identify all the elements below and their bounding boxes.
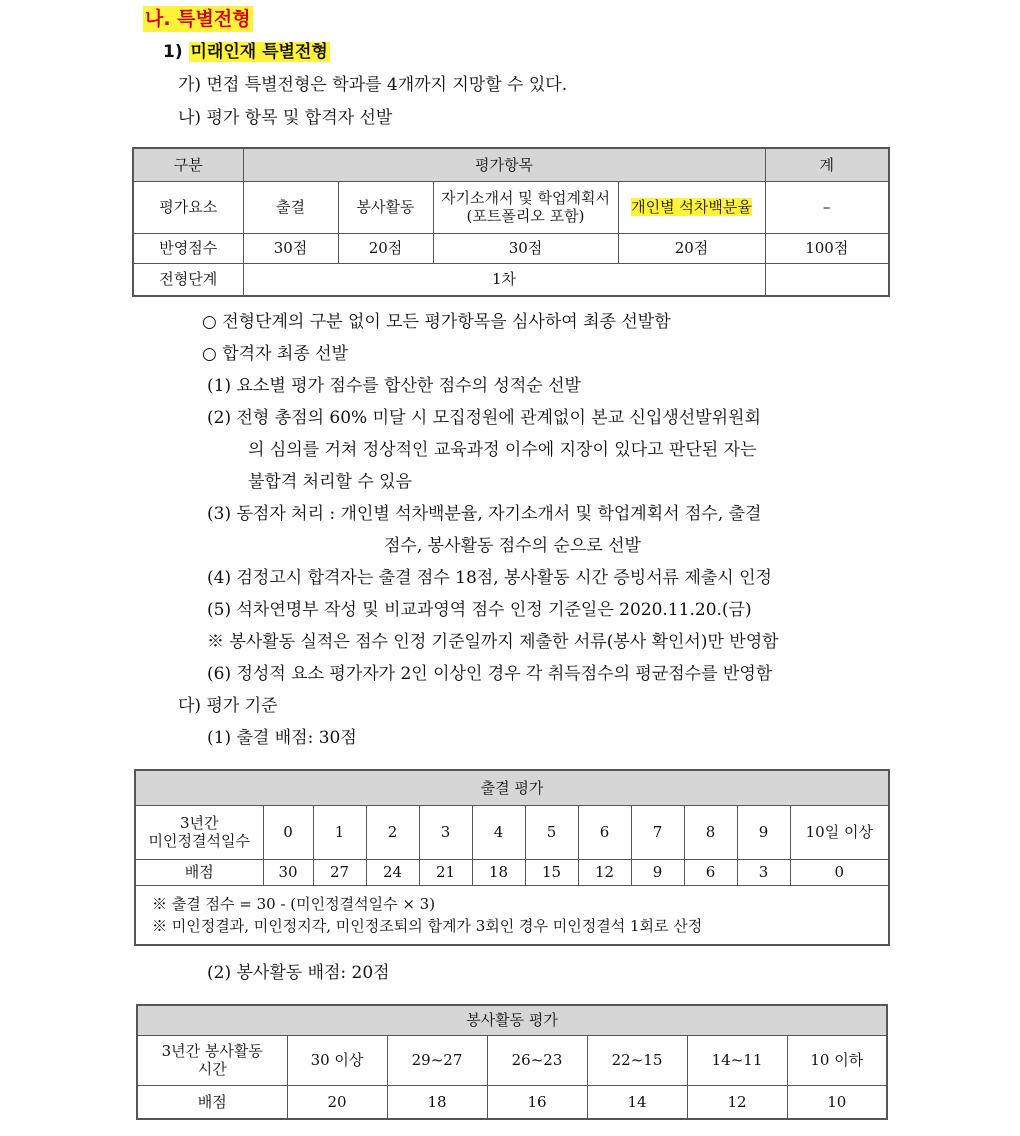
score-rank: 20점 bbox=[618, 233, 765, 263]
rule-6: (6) 정성적 요소 평가자가 2인 이상인 경우 각 취득점수의 평균점수를 반영함 bbox=[207, 664, 773, 684]
attendance-score: 0 bbox=[790, 859, 889, 885]
attendance-note-2: ※ 미인정결과, 미인정지각, 미인정조퇴의 합계가 3회인 경우 미인정결석 1회로 산정 bbox=[152, 916, 703, 935]
attendance-score: 27 bbox=[313, 859, 366, 885]
attendance-score: 6 bbox=[684, 859, 737, 885]
volunteer-row-label-line1: 3년간 봉사활동 bbox=[161, 1042, 263, 1060]
row-label-elements: 평가요소 bbox=[133, 181, 243, 233]
element-total: – bbox=[765, 181, 889, 233]
attendance-heading: (1) 출결 배점: 30점 bbox=[207, 728, 357, 748]
absence-days: 6 bbox=[578, 805, 631, 859]
element-attendance: 출결 bbox=[243, 181, 338, 233]
header-items: 평가항목 bbox=[243, 148, 765, 181]
attendance-days-row bbox=[135, 805, 889, 859]
item-ga: 가) 면접 특별전형은 학과를 4개까지 지망할 수 있다. bbox=[178, 75, 568, 95]
volunteer-row-label bbox=[137, 1035, 287, 1085]
volunteer-score: 14 bbox=[587, 1085, 687, 1119]
volunteer-hours: 29~27 bbox=[387, 1035, 487, 1085]
attendance-notes bbox=[135, 885, 889, 945]
attendance-score: 24 bbox=[366, 859, 419, 885]
item-na: 나) 평가 항목 및 합격자 선발 bbox=[178, 108, 393, 128]
attendance-score: 30 bbox=[263, 859, 313, 885]
volunteer-hours: 14~11 bbox=[687, 1035, 787, 1085]
header-gubun: 구분 bbox=[133, 148, 243, 181]
volunteer-score: 20 bbox=[287, 1085, 387, 1119]
header-total: 계 bbox=[765, 148, 889, 181]
volunteer-scores-row bbox=[137, 1085, 887, 1119]
attendance-score: 3 bbox=[737, 859, 790, 885]
volunteer-table bbox=[136, 1004, 888, 1120]
attendance-row-label bbox=[135, 805, 263, 859]
absence-days: 7 bbox=[631, 805, 684, 859]
score-volunteer: 20점 bbox=[338, 233, 433, 263]
element-volunteer: 봉사활동 bbox=[338, 181, 433, 233]
volunteer-score: 12 bbox=[687, 1085, 787, 1119]
row-label-stage: 전형단계 bbox=[133, 263, 243, 296]
attendance-note-1: ※ 출결 점수 = 30 - (미인정결석일수 × 3) bbox=[152, 894, 436, 913]
subsection-name: 미래인재 특별전형 bbox=[190, 42, 328, 62]
attendance-table bbox=[134, 769, 890, 946]
volunteer-heading: (2) 봉사활동 배점: 20점 bbox=[207, 963, 390, 983]
evaluation-items-table bbox=[132, 147, 890, 297]
volunteer-hours: 30 이상 bbox=[287, 1035, 387, 1085]
element-rank bbox=[618, 181, 765, 233]
element-rank-text: 개인별 석차백분율 bbox=[631, 198, 752, 216]
rule-5: (5) 석차연명부 작성 및 비교과영역 점수 인정 기준일은 2020.11.20.(금) bbox=[207, 600, 752, 620]
attendance-row-label-line2: 미인정결석일수 bbox=[148, 832, 250, 850]
attendance-score: 9 bbox=[631, 859, 684, 885]
rule-2-line2: 의 심의를 거쳐 정상적인 교육과정 이수에 지장이 있다고 판단된 자는 bbox=[248, 440, 757, 460]
stage-value: 1차 bbox=[243, 263, 765, 296]
attendance-score-label: 배점 bbox=[135, 859, 263, 885]
absence-days: 10일 이상 bbox=[790, 805, 889, 859]
volunteer-row-label-line2: 시간 bbox=[197, 1060, 227, 1078]
attendance-scores-row bbox=[135, 859, 889, 885]
score-essay: 30점 bbox=[433, 233, 618, 263]
score-attendance: 30점 bbox=[243, 233, 338, 263]
volunteer-hours: 26~23 bbox=[487, 1035, 587, 1085]
element-essay bbox=[433, 181, 618, 233]
absence-days: 9 bbox=[737, 805, 790, 859]
section-title: 나. 특별전형 bbox=[145, 8, 251, 30]
rule-note: ※ 봉사활동 실적은 점수 인정 기준일까지 제출한 서류(봉사 확인서)만 반영함 bbox=[207, 632, 779, 652]
rule-2-line3: 불합격 처리할 수 있음 bbox=[248, 472, 413, 492]
absence-days: 3 bbox=[419, 805, 472, 859]
volunteer-hours-row bbox=[137, 1035, 887, 1085]
rule-3-line2: 점수, 봉사활동 점수의 순으로 선발 bbox=[384, 536, 641, 556]
absence-days: 0 bbox=[263, 805, 313, 859]
absence-days: 1 bbox=[313, 805, 366, 859]
absence-days: 2 bbox=[366, 805, 419, 859]
subsection-number: 1) bbox=[163, 42, 183, 62]
attendance-score: 12 bbox=[578, 859, 631, 885]
rule-4: (4) 검정고시 합격자는 출결 점수 18점, 봉사활동 시간 증빙서류 제출시 인정 bbox=[207, 568, 772, 588]
subsection-title bbox=[163, 40, 330, 64]
volunteer-hours: 10 이하 bbox=[787, 1035, 887, 1085]
attendance-title: 출결 평가 bbox=[135, 770, 889, 805]
attendance-score: 21 bbox=[419, 859, 472, 885]
attendance-score: 15 bbox=[525, 859, 578, 885]
volunteer-hours: 22~15 bbox=[587, 1035, 687, 1085]
volunteer-score: 16 bbox=[487, 1085, 587, 1119]
item-da: 다) 평가 기준 bbox=[178, 696, 278, 716]
volunteer-score-label: 배점 bbox=[137, 1085, 287, 1119]
absence-days: 8 bbox=[684, 805, 737, 859]
rule-2-line1: (2) 전형 총점의 60% 미달 시 모집정원에 관계없이 본교 신입생선발위원회 bbox=[207, 408, 761, 428]
score-total: 100점 bbox=[765, 233, 889, 263]
element-essay-line1: 자기소개서 및 학업계획서 bbox=[441, 189, 610, 207]
volunteer-score: 18 bbox=[387, 1085, 487, 1119]
absence-days: 4 bbox=[472, 805, 525, 859]
row-label-scores: 반영점수 bbox=[133, 233, 243, 263]
element-essay-line2: (포트폴리오 포함) bbox=[466, 207, 585, 225]
attendance-score: 18 bbox=[472, 859, 525, 885]
volunteer-score: 10 bbox=[787, 1085, 887, 1119]
bullet-2: ○ 합격자 최종 선발 bbox=[202, 344, 348, 364]
volunteer-title: 봉사활동 평가 bbox=[137, 1005, 887, 1035]
rule-1: (1) 요소별 평가 점수를 합산한 점수의 성적순 선발 bbox=[207, 376, 581, 396]
stage-total bbox=[765, 263, 889, 296]
rule-3-line1: (3) 동점자 처리 : 개인별 석차백분율, 자기소개서 및 학업계획서 점수, 출결 bbox=[207, 504, 762, 524]
bullet-1: ○ 전형단계의 구분 없이 모든 평가항목을 심사하여 최종 선발함 bbox=[202, 312, 671, 332]
attendance-row-label-line1: 3년간 bbox=[179, 814, 219, 832]
absence-days: 5 bbox=[525, 805, 578, 859]
